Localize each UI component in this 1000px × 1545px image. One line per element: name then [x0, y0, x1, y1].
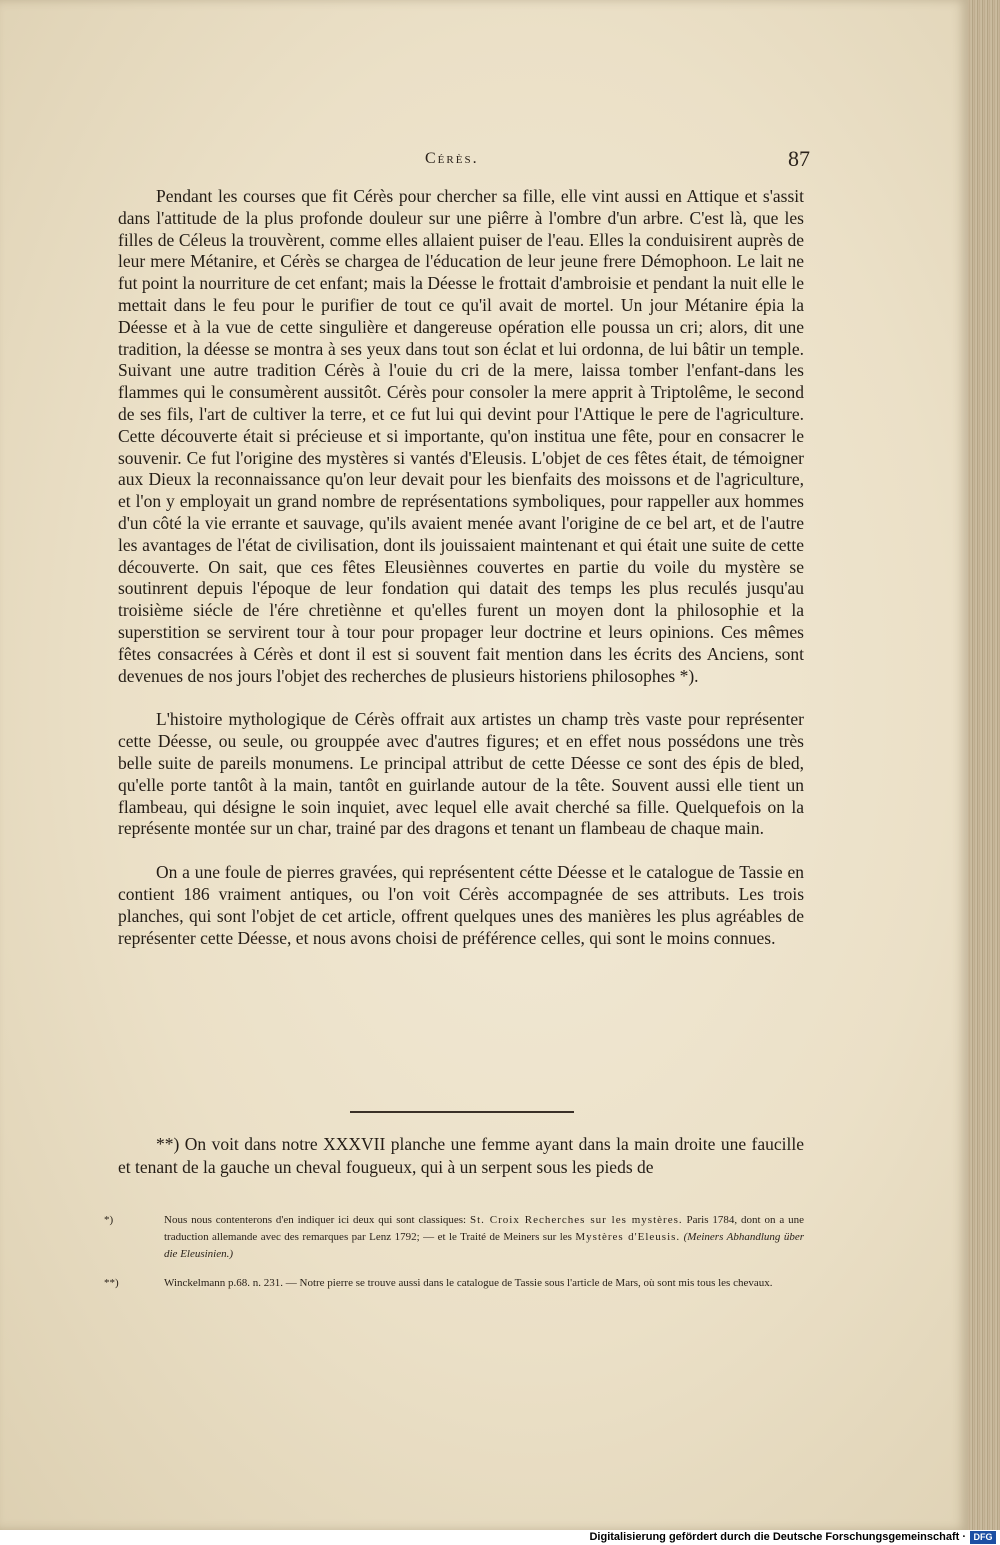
footnote-title: St. Croix Recherches sur les mystères. — [470, 1214, 683, 1226]
footer-bar — [0, 1530, 1000, 1545]
dfg-logo-icon: DFG — [970, 1531, 996, 1544]
footnote — [104, 1212, 804, 1263]
footnote-text — [164, 1212, 804, 1263]
footnote — [104, 1275, 804, 1292]
body-text — [118, 186, 804, 949]
continued-footnote: **) On voit dans notre XXXVII planche une femme ayant dans la main droite une faucille et tenant de la gauche un cheval fougueux, qui à un serpent sous les pieds de — [118, 1134, 804, 1177]
separator-rule — [350, 1111, 574, 1113]
paragraph: Pendant les courses que fit Cérès pour chercher sa fille, elle vint aussi en Attique et s'assit dans l'attitude de la plus profonde douleur sur une piêrre à l'ombre d'un arbre. C'est là, que les filles de Céleus la trouvèrent, comme elles allaient puiser de l'eau. Elles la conduisirent auprès de leur mere Métanire, et Cérès se chargea de l'éducation de leur jeune frere Démophoon. Le lait ne fut point la nourriture de cet enfant; mais la Déesse le frottait d'ambroisie et pendant la nuit elle le mettait dans le feu pour le purifier de tout ce qu'il avait de mortel. Un jour Métanire épia la Déesse et à la vue de cette singulière et dangereuse opération elle poussa un cri; alors, dit une tradition, la déesse se montra à ses yeux dans tout son éclat et lui ordonna, de lui bâtir un temple. Suivant une autre tradition Cérès à l'ouie du cri de la mere, laissa tomber l'enfant-dans les flammes qui le consumèrent aussitôt. Cérès pour consoler la mere apprit à Triptolême, le second de ses fils, l'art de cultiver la terre, et ce fut lui qui devint pour l'Attique le pere de l'agriculture. Cette découverte était si précieuse et si importante, qu'on institua une fête, pour en consacrer le souvenir. Ce fut l'origine des mystères si vantés d'Eleusis. L'objet de ces fêtes était, de témoigner aux Dieux la reconnaissance qu'on leur devait pour les bienfaits des moissons et de l'agriculture, et l'on y employait un grand nombre de représentations symboliques, pour rappeller aux hommes d'un côté la vie errante et sauvage, qu'ils avaient menée avant l'origine de ce bel art, et de l'autre les avantages de l'état de civilisation, dont ils jouissaient maintenant et qui était une suite de cette découverte. On sait, que ces fêtes Eleusiènnes couvertes en partie du voile du mystère se soutinrent depuis l'époque de leur fondation qui datait des temps les plus reculés jusqu'au troisième siécle de l'ére chretiènne et qu'elles furent un moyen dont la philosophie et la superstition se servirent tour à tour pour propager leur doctrine et leurs opinions. Ces mêmes fêtes consacrées à Cérès et dont il est si souvent fait mention dans les écrits des Anciens, sont devenues de nos jours l'objet des recherches de plusieurs historiens philosophes *). — [118, 186, 804, 686]
footnote-text-part: Nous nous contenterons d'en indiquer ici deux qui sont classiques: — [164, 1214, 470, 1226]
running-head: Cérès. — [425, 150, 479, 167]
footer-credit: Digitalisierung gefördert durch die Deutsche Forschungsgemeinschaft · — [589, 1531, 966, 1543]
footnote-mark: *) — [104, 1214, 114, 1226]
paragraph: L'histoire mythologique de Cérès offrait aux artistes un champ très vaste pour représenter cette Déesse, ou seule, ou grouppée avec d'autres figures; et en effet nous possédons une très belle suite de pareils monumens. Le principal attribut de cette Déesse ce sont des épis de bled, qu'elle porte tantôt à la main, tantôt en guirlande autour de la tête. Souvent aussi elle tient un flambeau, qui désigne le soin inquiet, avec lequel elle avait cherché sa fille. Quelquefois on la représente montée sur un char, trainé par des dragons et tenant un flambeau de chaque main. — [118, 709, 804, 839]
footnote-title: Mystères d'Eleusis. — [575, 1231, 681, 1243]
footnote-citation: (Meiners Abhandlung über die Eleusinien.) — [164, 1231, 804, 1260]
page-header — [120, 146, 810, 180]
paragraph: On a une foule de pierres gravées, qui représentent cétte Déesse et le catalogue de Tassie en contient 186 vraiment antiques, ou l'on voit Cérès accompagnée de ses attributs. Les trois planches, qui sont l'objet de cet article, offrent quelques unes des manières les plus agréables de représenter cette Déesse, et nous avons choisi de préférence celles, qui sont le moins connues. — [118, 862, 804, 948]
footnote-mark: **) — [104, 1277, 119, 1289]
footnote-text-part: Paris 1784, dont on a une traduction allemande avec des remarques par Lenz 1792; — et le Traité de Meiners sur les — [164, 1214, 804, 1243]
footnote-text: Winckelmann p.68. n. 231. — Notre pierre se trouve aussi dans le catalogue de Tassie sous l'article de Mars, où sont mis tous les chevaux. — [164, 1277, 773, 1289]
footnotes — [104, 1212, 804, 1292]
book-page-edges — [968, 0, 1000, 1530]
page-number: 87 — [788, 146, 810, 171]
